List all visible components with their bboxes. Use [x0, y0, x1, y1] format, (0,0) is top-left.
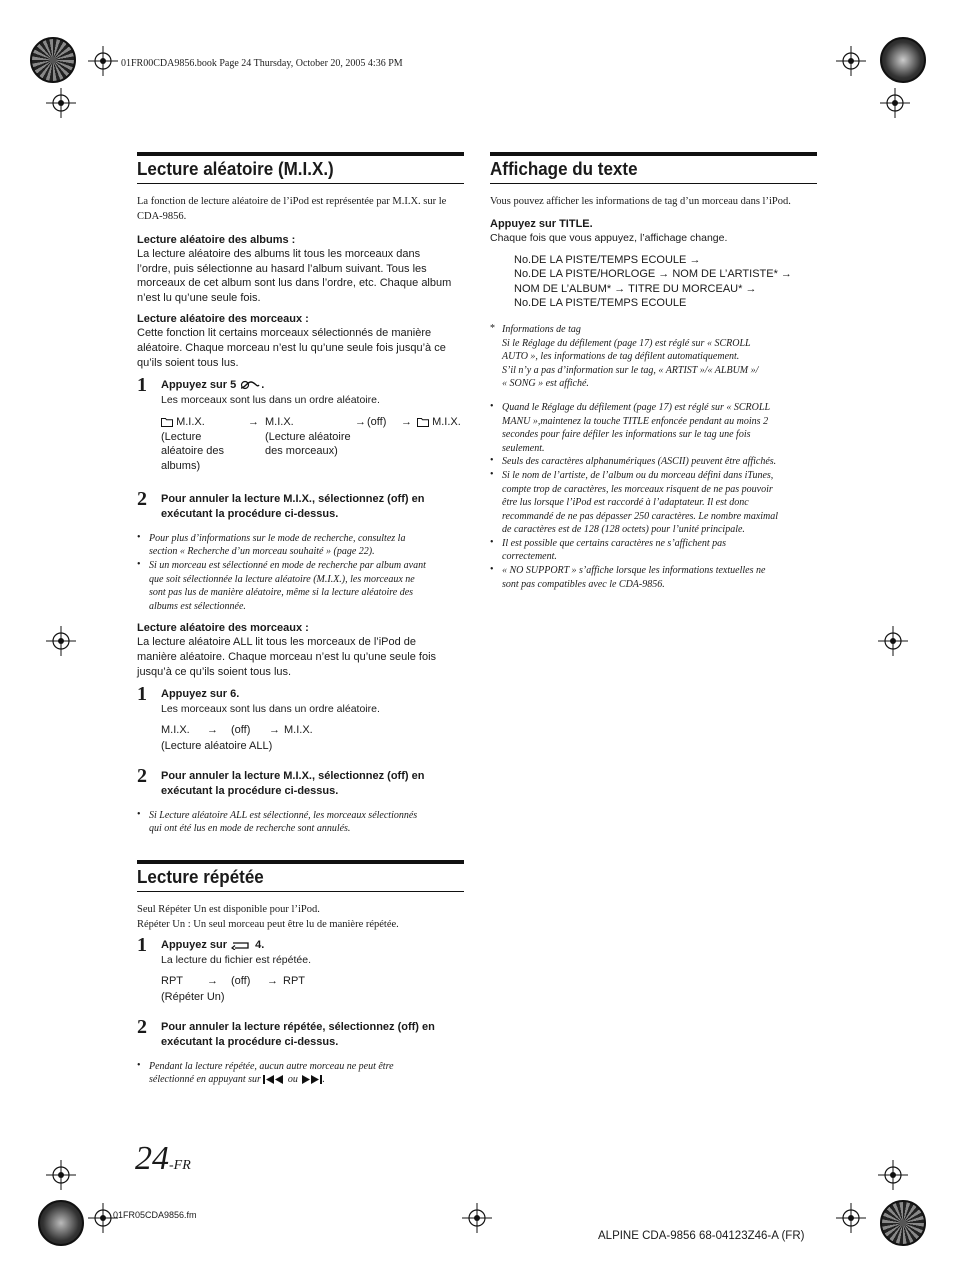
tag-footnote: * Informations de tag Si le Réglage du défilement (page 17) est réglé sur « SCROLL AUTO », les informations de tag défilent automatiquement. S’il n’y a pas d’information sur le tag, « ARTIST »/« ALBUM »/ « SONG » est affiché. [490, 322, 759, 390]
mix-all-text: La lecture aléatoire ALL lit tous les morceaux de l’iPod de manière aléatoire. Chaque morceau n’est lu qu’une seule fois jusqu’à ce qu’ils soient tous lus. [137, 636, 437, 678]
note-item: • Si le nom de l’artiste, de l’album ou du morceau défini dans iTunes, compte trop de caractères, les morceaux risquent de ne pas pouvoir être lus lorsque l’iPod est raccordé à l’adaptateur. Il est donc recommandé de ne pas dépasser 250 caractères. Le nombre maximal de caractères est de 128 (128 octets) pour l’unité principale. [490, 468, 779, 536]
registration-mark-left-mid [46, 626, 76, 656]
left-column [137, 152, 464, 836]
flow-item-tracks-desc: (Lecture aléatoire des morceaux) [265, 430, 351, 458]
registration-mark-left-upper [46, 88, 76, 118]
note-item: • Pour plus d’informations sur le mode de recherche, consultez la section « Recherche d’un morceau souhaité » (page 22). [137, 531, 406, 558]
right-column [490, 152, 817, 591]
mix-albums-heading: Lecture aléatoire des albums : [137, 234, 296, 246]
registration-mark-top-right [836, 46, 866, 76]
text-display-notes [490, 401, 817, 591]
mix-tracks-heading: Lecture aléatoire des morceaux : [137, 313, 309, 326]
text-display-result: Chaque fois que vous appuyez, l’affichage change. [490, 232, 728, 244]
registration-mark-top-left [88, 46, 118, 76]
section-title-text-display: Affichage du texte [490, 158, 638, 179]
flow-arrow: → [248, 415, 259, 428]
repeat-flow-diagram: RPT → (off) → RPT (Répéter Un) [161, 974, 305, 1003]
corner-circle-tr [880, 37, 926, 83]
text-display-intro: Vous pouvez afficher les informations de tag d’un morceau dans l’iPod. [490, 196, 791, 207]
registration-mark-left-lower [46, 1160, 76, 1190]
folder-icon [161, 417, 173, 427]
note-item: • Il est possible que certains caractères ne s’affichent pas correctement. [490, 536, 727, 563]
flow-item-album: M.I.X. [161, 415, 205, 430]
mix-step-2 [137, 487, 464, 522]
step-result: La lecture du fichier est répétée. [161, 954, 312, 966]
registration-mark-bottom-right [836, 1203, 866, 1233]
section-rule-bottom [490, 183, 817, 184]
corner-circle-bl [38, 1200, 84, 1246]
step-instruction: Appuyez sur 6. [161, 688, 240, 701]
step-number: 2 [137, 1015, 147, 1038]
registration-mark-right-mid [878, 626, 908, 656]
page-number: 24-FR [135, 1140, 191, 1177]
note-item: • « NO SUPPORT » s’affiche lorsque les informations textuelles ne sont pas compatibles avec le CDA-9856. [490, 564, 766, 590]
section-title-mix: Lecture aléatoire (M.I.X.) [137, 158, 334, 179]
section-rule-top [137, 860, 464, 864]
step-instruction: Pour annuler la lecture répétée, sélectionnez (off) en exécutant la procédure ci-dessus. [161, 1020, 435, 1048]
step-number: 2 [137, 764, 147, 787]
mix-tracks-text: Cette fonction lit certains morceaux sélectionnés de manière aléatoire. Chaque morceau n’est lu qu’une seule fois jusqu’à ce qu’ils soient tous lus. [137, 327, 446, 369]
note-item: • Quand le Réglage du défilement (page 17) est réglé sur « SCROLL MANU »,maintenez la touche TITLE enfoncée pendant au moins 2 secondes pour faire défiler les informations sur le tag une fois seulement. [490, 400, 771, 454]
book-file-info: 01FR00CDA9856.book Page 24 Thursday, October 20, 2005 4:36 PM [121, 58, 403, 69]
corner-circle-tl [30, 37, 76, 83]
mix-intro: La fonction de lecture aléatoire de l’iPod est représentée par M.I.X. sur le CDA-9856. [137, 196, 447, 222]
flow-item-album-desc: (Lecture aléatoire des albums) [161, 430, 224, 472]
step-number: 1 [137, 934, 147, 956]
repeat-intro: Seul Répéter Un est disponible pour l’iPod. Répéter Un : Un seul morceau peut être lu de manière répétée. [137, 904, 399, 930]
flow-item-album-return: M.I.X. [417, 415, 461, 430]
mix-all-heading: Lecture aléatoire des morceaux : [137, 622, 309, 635]
flow-arrow: → [355, 415, 366, 428]
step-instruction: Pour annuler la lecture M.I.X., sélectionnez (off) en exécutant la procédure ci-dessus. [161, 769, 425, 797]
repeat-step-1 [137, 934, 464, 1006]
repeat-icon [230, 940, 252, 950]
corner-circle-br [880, 1200, 926, 1246]
flow-item-tracks: M.I.X. [265, 415, 294, 428]
footer-file-name: 01FR05CDA9856.fm [113, 1210, 197, 1220]
section-rule-bottom [137, 891, 464, 892]
mix-albums-text: La lecture aléatoire des albums lit tous les morceaux dans l’ordre, puis sélectionne au hasard l’album suivant. Tous les morceaux de cet album sont lus dans l’ordre, etc. Chaque album n’est lu qu’une seule fois. [137, 248, 452, 304]
note-item: • Si Lecture aléatoire ALL est sélectionné, les morceaux sélectionnés qui ont été lus en mode de recherche sont annulés. [137, 808, 418, 835]
mix-all-step-2 [137, 764, 464, 799]
section-rule-top [137, 152, 464, 156]
section-title-repeat: Lecture répétée [137, 866, 264, 887]
mix-all-step-1 [137, 683, 464, 755]
step-result: Les morceaux sont lus dans un ordre aléatoire. [161, 703, 380, 716]
previous-track-icon [263, 1075, 285, 1084]
step-number: 1 [137, 374, 147, 397]
mix-step-1 [137, 374, 464, 481]
mix-all-notes [137, 809, 464, 836]
step-instruction: Pour annuler la lecture M.I.X., sélectionnez (off) en exécutant la procédure ci-dessus. [161, 492, 425, 520]
flow-arrow: → [401, 415, 412, 428]
registration-mark-bottom-center [462, 1203, 492, 1233]
footer-model: ALPINE CDA-9856 68-04123Z46-A (FR) [598, 1230, 805, 1242]
mix-flow-diagram [161, 415, 464, 481]
step-instruction: Appuyez sur 5 . [161, 379, 265, 392]
display-cycle: No.DE LA PISTE/TEMPS ECOULE → No.DE LA PISTE/HORLOGE → NOM DE L’ARTISTE* → NOM DE L’ALBUM* → TITRE DU MORCEAU* → No.DE LA PISTE/TEMPS ECOULE [514, 253, 792, 310]
note-item: • Seuls des caractères alphanumériques (ASCII) peuvent être affichés. [490, 455, 777, 468]
step-number: 1 [137, 683, 147, 706]
step-instruction: Appuyez sur 4. [161, 939, 265, 951]
next-track-icon [300, 1075, 322, 1084]
flow-item-off: (off) [367, 415, 387, 428]
shuffle-icon [239, 379, 261, 391]
registration-mark-right-lower [878, 1160, 908, 1190]
step-number: 2 [137, 487, 147, 510]
mix-notes [137, 532, 464, 614]
section-rule-bottom [137, 183, 464, 184]
registration-mark-right-upper [880, 88, 910, 118]
repeat-note: • Pendant la lecture répétée, aucun autre morceau ne peut être sélectionné en appuyant sur ou . [137, 1059, 394, 1086]
repeat-step-2 [137, 1015, 464, 1050]
section-rule-top [490, 152, 817, 156]
step-result: Les morceaux sont lus dans un ordre aléatoire. [161, 394, 380, 407]
mix-all-flow-diagram: M.I.X. → (off) → M.I.X. (Lecture aléatoire ALL) [161, 723, 313, 752]
repeat-section [137, 860, 464, 1087]
text-display-instruction: Appuyez sur TITLE. [490, 218, 593, 230]
note-item: • Si un morceau est sélectionné en mode de recherche par album avant que soit sélectionnée la lecture aléatoire (M.I.X.), les morceaux ne sont pas lus de manière aléatoire, même si la lecture aléatoire des albums est sélectionnée. [137, 558, 426, 612]
folder-icon [417, 417, 429, 427]
